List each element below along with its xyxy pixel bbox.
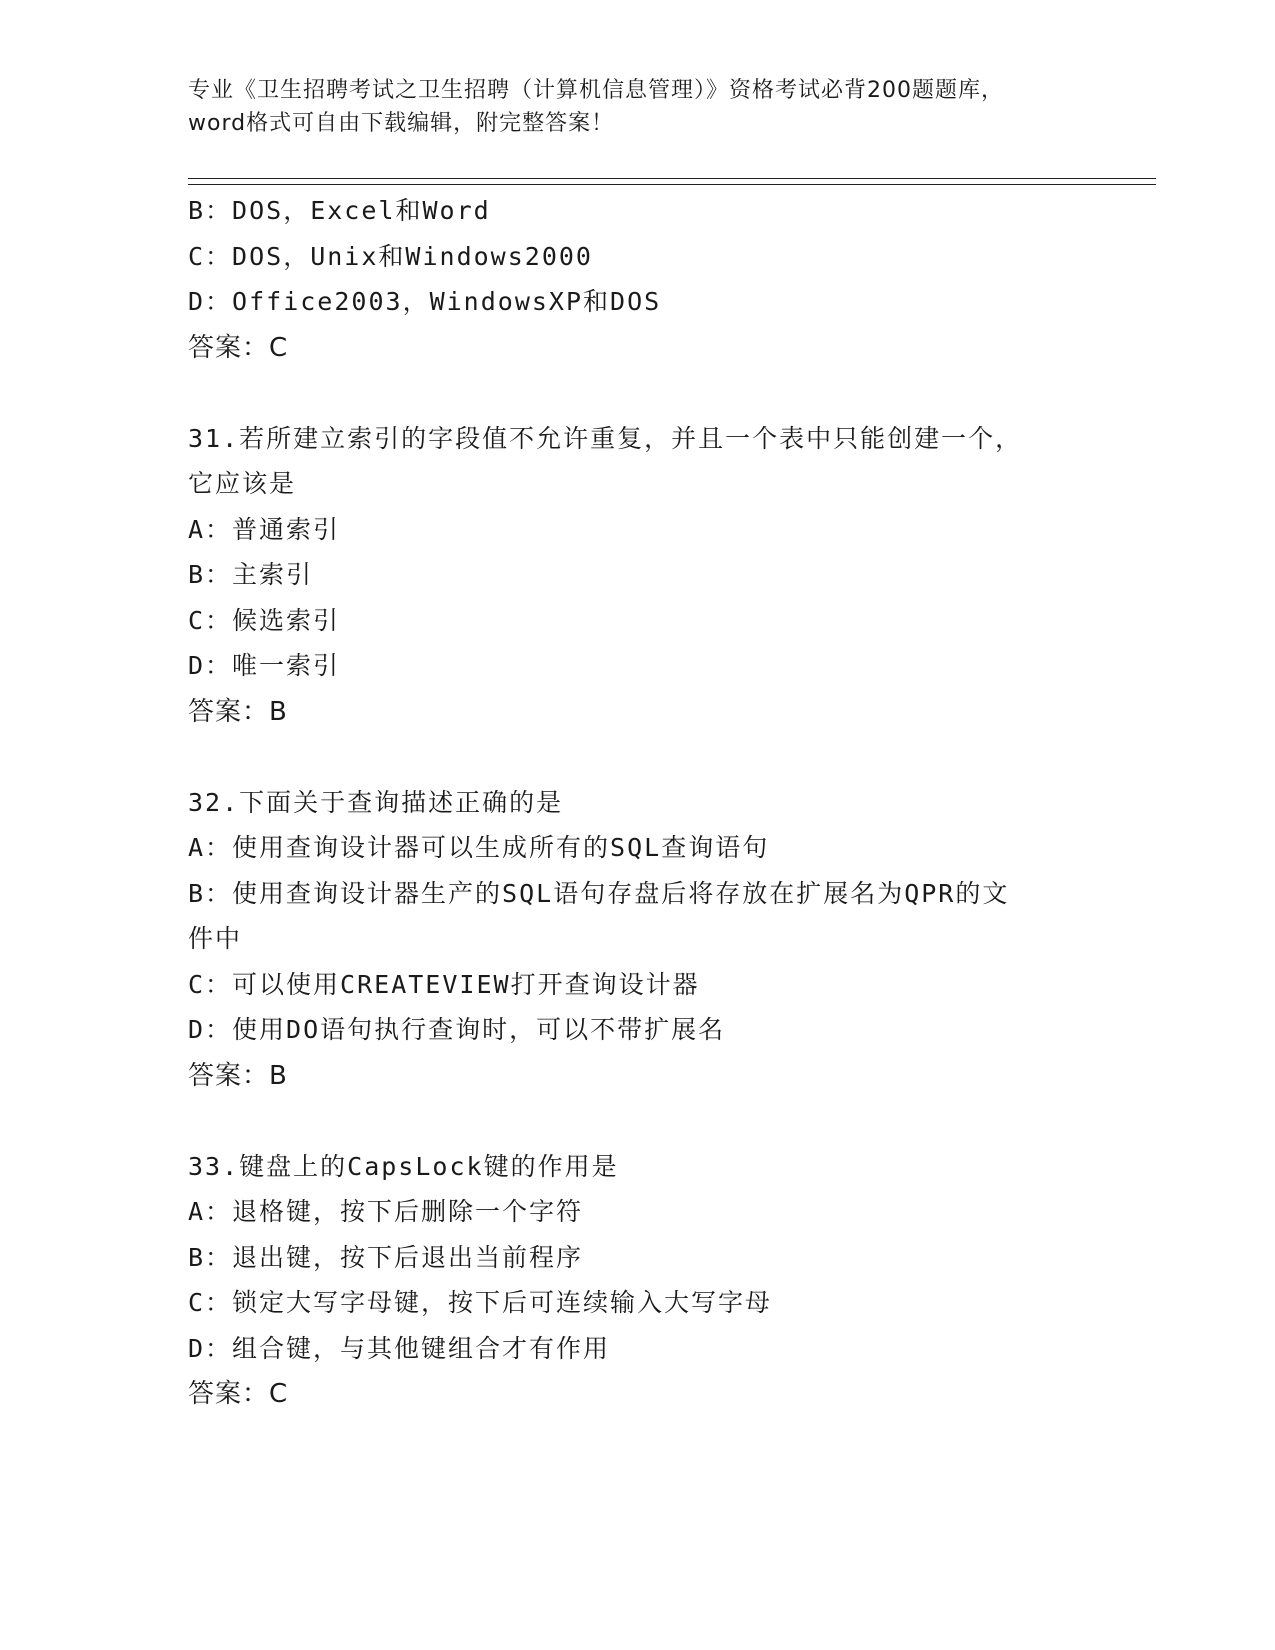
question-stem: 31.若所建立索引的字段值不允许重复，并且一个表中只能创建一个， — [188, 423, 1023, 453]
question-stem: 32.下面关于查询描述正确的是 — [188, 787, 564, 817]
spacer — [188, 371, 1088, 416]
question-list — [188, 188, 1088, 1417]
option-b: B：主索引 — [188, 560, 314, 589]
option-d: D：Office2003，WindowsXP和DOS — [188, 287, 662, 316]
question-block-continued — [188, 188, 1088, 371]
option-d: D：组合键，与其他键组合才有作用 — [188, 1333, 611, 1363]
option-b: B：DOS，Excel和Word — [188, 196, 491, 225]
page-header — [188, 74, 1088, 140]
option-a: A：使用查询设计器可以生成所有的SQL查询语句 — [188, 833, 770, 862]
spacer — [188, 1099, 1088, 1144]
option-b: B：使用查询设计器生产的SQL语句存盘后将存放在扩展名为QPR的文 — [188, 878, 1010, 908]
option-b: B：退出键，按下后退出当前程序 — [188, 1242, 584, 1272]
option-b-continued: 件中 — [188, 924, 243, 953]
header-line-1: 专业《卫生招聘考试之卫生招聘（计算机信息管理）》资格考试必背200题题库， — [188, 78, 1004, 103]
option-c: C：候选索引 — [188, 605, 341, 635]
header-line-2: word格式可自由下载编辑，附完整答案！ — [188, 111, 615, 136]
header-divider — [188, 178, 1156, 185]
answer-line: 答案：C — [188, 332, 289, 363]
answer-line: 答案：B — [188, 696, 288, 727]
question-33 — [188, 1144, 1088, 1418]
answer-line: 答案：C — [188, 1379, 289, 1409]
option-a: A：普通索引 — [188, 514, 341, 544]
spacer — [188, 735, 1088, 780]
option-c: C：锁定大写字母键，按下后可连续输入大写字母 — [188, 1288, 773, 1317]
question-32 — [188, 780, 1088, 1099]
option-c: C：可以使用CREATEVIEW打开查询设计器 — [188, 969, 700, 999]
option-d: D：使用DO语句执行查询时，可以不带扩展名 — [188, 1015, 726, 1044]
option-a: A：退格键，按下后删除一个字符 — [188, 1197, 584, 1226]
option-c: C：DOS，Unix和Windows2000 — [188, 241, 593, 271]
answer-line: 答案：B — [188, 1060, 288, 1091]
question-stem: 33.键盘上的CapsLock键的作用是 — [188, 1151, 619, 1181]
question-stem-continued: 它应该是 — [188, 469, 297, 498]
question-31 — [188, 416, 1088, 735]
option-d: D：唯一索引 — [188, 651, 341, 680]
